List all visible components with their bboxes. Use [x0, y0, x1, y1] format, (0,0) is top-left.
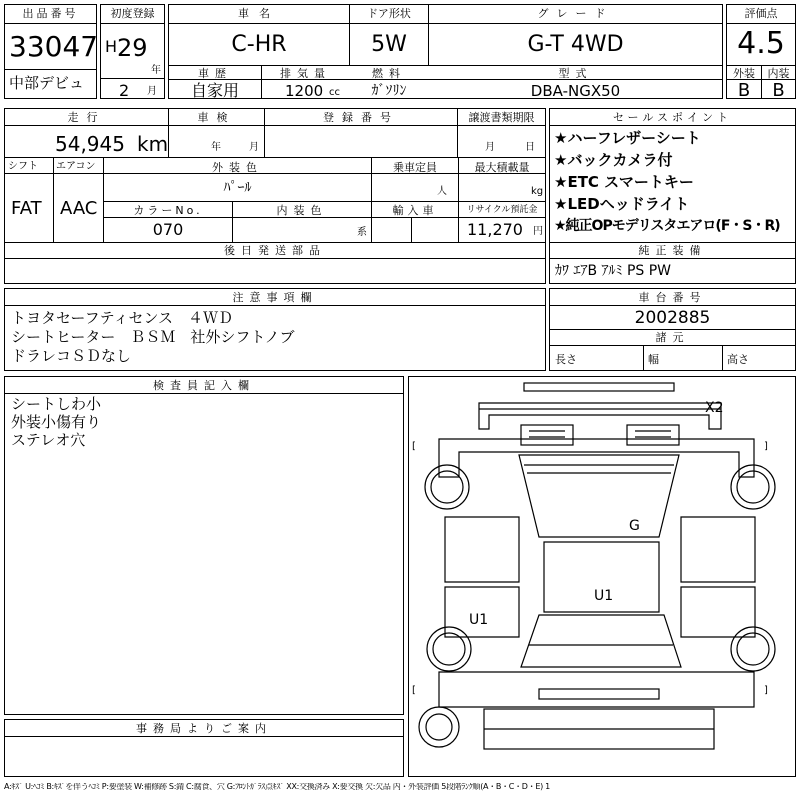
reg-label: 登録番号 — [323, 111, 399, 124]
import-label: 輸入車 — [392, 204, 438, 217]
lot-number: 33047 — [9, 30, 99, 63]
mileage-label: 走行 — [67, 111, 106, 124]
diagram-roof-strip — [524, 383, 674, 391]
recycle-unit: 円 — [533, 226, 543, 237]
car-diagram — [408, 376, 796, 777]
equipment-label: 純正装備 — [638, 244, 707, 257]
main-header-box — [168, 4, 723, 99]
capacity-label: 乗車定員 — [393, 161, 437, 174]
office-box — [4, 719, 404, 777]
inspector-line: 外装小傷有り — [11, 413, 102, 431]
diagram-door-fl — [445, 517, 519, 582]
damage-mark-u1-roof: U1 — [594, 588, 614, 604]
diagram-windshield — [519, 455, 679, 537]
svg-text:]: ] — [764, 441, 768, 452]
color-label: 外装色 — [212, 161, 263, 174]
equipment: ｶﾜ ｴｱB ｱﾙﾐ PS PW — [555, 263, 672, 279]
first-reg-box — [100, 4, 165, 99]
interior-grade: B — [772, 80, 785, 101]
note-line: トヨタセーフティセンス ４ＷＤ — [11, 309, 234, 327]
shift-label: シフト — [8, 161, 38, 172]
inspection-month-unit: 月 — [249, 142, 259, 153]
exterior-grade: B — [737, 80, 751, 101]
score: 4.5 — [737, 26, 785, 61]
sales-point: ★純正OPモデリスタエアロ(F・S・R) — [554, 218, 780, 234]
load-label: 最大積載量 — [474, 161, 530, 174]
score-label: 評価点 — [744, 7, 778, 20]
svg-text:[: [ — [412, 685, 416, 696]
chassis-box — [549, 288, 796, 371]
load-unit: kg — [531, 186, 544, 197]
ac: AAC — [60, 198, 98, 219]
transfer-label: 譲渡書類期限 — [468, 111, 535, 124]
diagram-spare-wheel — [419, 707, 459, 747]
chassis-label: 車台番号 — [638, 291, 707, 304]
grade-label: グレード — [537, 7, 614, 20]
sales-point: ★LEDヘッドライト — [554, 195, 690, 213]
sales-point: ★ETC スマートキー — [554, 173, 694, 191]
inspector-label: 検査員記入欄 — [153, 379, 255, 392]
recycle-label: リサイクル預託金 — [466, 205, 538, 215]
doors-label: ドア形状 — [367, 7, 411, 20]
car-name: C-HR — [231, 32, 287, 57]
grade: G-T 4WD — [527, 32, 624, 57]
recycle: 11,270 — [467, 220, 523, 239]
era: H — [105, 37, 118, 56]
displacement-label: 排気量 — [280, 67, 331, 80]
history: 自家用 — [190, 81, 239, 100]
damage-mark-x2: X2 — [705, 400, 724, 416]
interior-color-unit: 系 — [357, 227, 367, 238]
model: DBA-NGX50 — [530, 82, 621, 100]
transfer-month-unit: 月 — [485, 142, 495, 153]
sales-point: ★バックカメラ付 — [554, 151, 673, 169]
dims-label: 諸元 — [655, 331, 690, 344]
transfer-day-unit: 日 — [525, 142, 535, 153]
mileage-unit: km — [137, 132, 169, 156]
lot-box — [4, 4, 97, 99]
notes-box — [4, 288, 546, 371]
displacement: 1200 — [285, 82, 324, 100]
width-label: 幅 — [648, 353, 659, 366]
history-label: 車歴 — [198, 67, 232, 80]
height-label: 高さ — [727, 353, 749, 366]
diagram-rear-glass — [521, 615, 681, 667]
displacement-unit: cc — [329, 87, 340, 98]
year-unit: 年 — [151, 65, 161, 76]
interior-color-label: 内装色 — [276, 204, 328, 217]
chassis-number: 2002885 — [634, 308, 711, 328]
diagram-headlight-left — [521, 425, 573, 445]
notes-label: 注意事項欄 — [232, 291, 318, 304]
score-box — [726, 4, 796, 99]
note-line: シートヒーター ＢＳＭ 社外シフトノブ — [11, 328, 295, 346]
sales-label: セールスポイント — [612, 111, 732, 124]
inspection-label: 車検 — [197, 111, 236, 124]
doors: 5W — [371, 32, 407, 57]
svg-text:[: [ — [412, 441, 416, 452]
diagram-front-bumper — [479, 403, 721, 429]
month-unit: 月 — [147, 86, 157, 97]
details-box — [4, 108, 546, 284]
lot-label: 出品番号 — [22, 7, 79, 20]
car-diagram-drawing — [409, 377, 795, 776]
exterior-label: 外装 — [733, 67, 755, 80]
note-line: ドラレコＳＤなし — [11, 347, 132, 365]
diagram-hood-outline — [439, 439, 754, 477]
fuel: ｶﾞｿﾘﾝ — [371, 83, 407, 99]
sales-box — [549, 108, 796, 284]
inspector-box — [4, 376, 404, 715]
first-reg-label: 初度登録 — [110, 7, 155, 20]
color-no-label: カラーNo. — [133, 204, 203, 217]
year: 29 — [117, 34, 148, 62]
diagram-headlight-right — [627, 425, 679, 445]
svg-text:]: ] — [764, 685, 768, 696]
legend: A:ｷｽﾞ U:ﾍｺﾐ B:ｷｽﾞを伴うﾍｺﾐ P:要塗装 W:補修跡 S:錆 C:腐食、穴 G:ﾌﾛﾝﾄｶﾞﾗｽ点ｷｽﾞ XX:交換済み X:要交換 欠:欠品 内・外装評価 5段階ﾗﾝｸ順(A・B・C・D・E) 1 — [4, 783, 550, 791]
diagram-door-fr — [681, 517, 755, 582]
capacity-unit: 人 — [437, 186, 447, 197]
later-parts-label: 後日発送部品 — [224, 244, 326, 257]
name-label: 車名 — [238, 7, 280, 20]
inspector-line: ステレオ穴 — [11, 431, 86, 449]
month: 2 — [119, 81, 130, 100]
diagram-wheel-fl — [425, 465, 469, 509]
interior-label: 内装 — [767, 67, 790, 80]
shift: FAT — [11, 198, 42, 219]
sales-point: ★ハーフレザーシート — [554, 129, 701, 147]
color: ﾊﾟｰﾙ — [223, 180, 252, 196]
fuel-label: 燃料 — [372, 67, 406, 80]
inspection-year-unit: 年 — [211, 142, 221, 153]
office-label: 事務局よりご案内 — [136, 722, 272, 735]
diagram-rear-plate — [539, 689, 659, 699]
color-no: 070 — [152, 220, 184, 239]
debut-label: 中部デビュ — [9, 74, 85, 92]
mileage: 54,945 — [55, 132, 125, 156]
model-label: 型式 — [558, 67, 593, 80]
damage-mark-g: G — [629, 518, 640, 534]
inspector-line: シートしわ小 — [11, 395, 102, 413]
ac-label: エアコン — [56, 161, 96, 172]
damage-mark-u1-door: U1 — [469, 612, 489, 628]
length-label: 長さ — [555, 353, 577, 366]
